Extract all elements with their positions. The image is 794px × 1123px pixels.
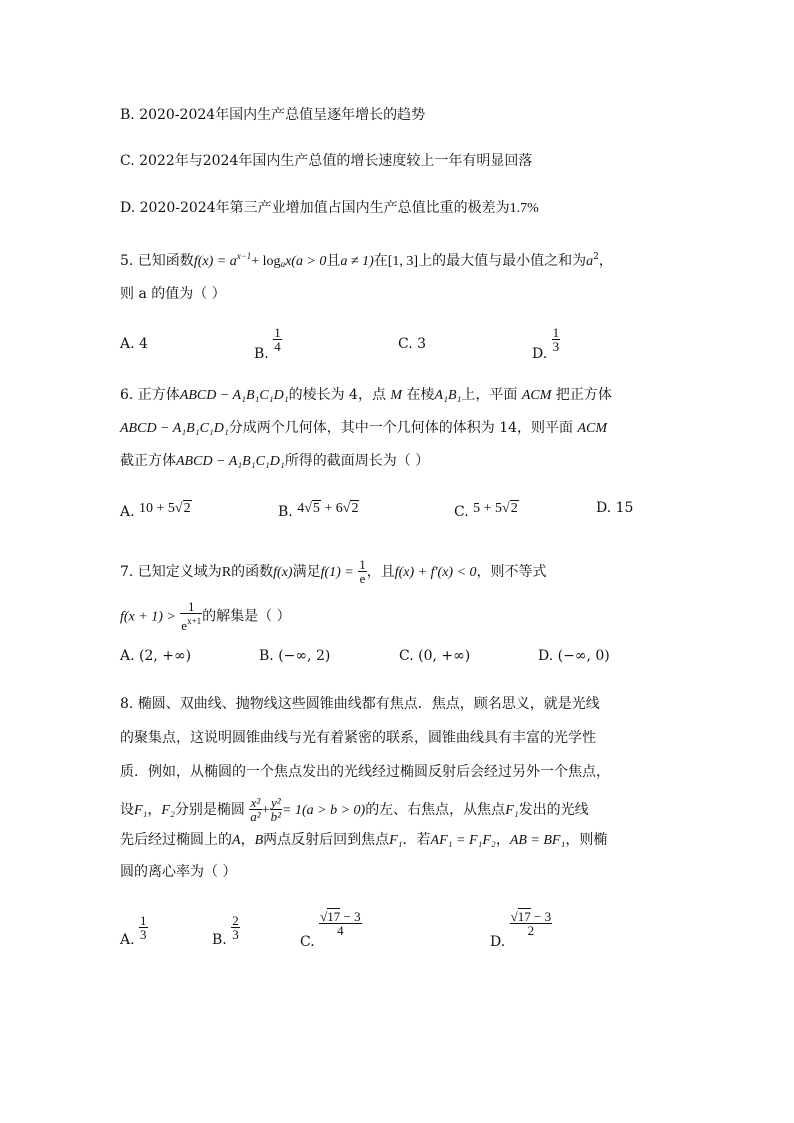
q6-edge: A₁B₁ bbox=[434, 388, 462, 403]
frac-den: 4 bbox=[274, 339, 281, 354]
q7-fx: f(x) bbox=[273, 565, 293, 580]
q5-option-d bbox=[532, 326, 560, 362]
q7-line2-rest: 的解集是（ ） bbox=[202, 608, 291, 625]
frac-den: 3 bbox=[140, 927, 147, 942]
frac-num: 2 bbox=[232, 913, 239, 928]
q8-line4-mid: 分别是椭圆 bbox=[174, 802, 245, 818]
q8-line4-pre: 设 bbox=[120, 802, 134, 818]
q8-line5-ruo: ．若 bbox=[402, 832, 431, 848]
q8-f2: F₂ bbox=[161, 803, 175, 818]
q8-comma: ， bbox=[147, 802, 162, 818]
q6-option-a-label: A. bbox=[120, 504, 135, 520]
q6-option-a bbox=[120, 500, 192, 520]
q8-option-c-label: C. bbox=[300, 934, 315, 950]
q6-mid1: 的棱长为 4，点 bbox=[288, 387, 391, 403]
q8-line4-post: 的左、右焦点，从焦点 bbox=[365, 802, 506, 818]
q6-option-b-sqrt1: √5 bbox=[304, 501, 320, 516]
q6-plane-acm: ACM bbox=[521, 388, 552, 403]
q8-line5-pre: 先后经过椭圆上的 bbox=[120, 832, 232, 848]
q7-f1: f(1) = bbox=[320, 565, 354, 580]
q8-option-b-label: B. bbox=[212, 932, 227, 948]
q5-log: + log bbox=[251, 254, 281, 269]
q5-option-c: C. 3 bbox=[398, 336, 427, 352]
q6-option-b-expr: 4 bbox=[297, 501, 305, 516]
q7-rhs-frac bbox=[180, 600, 202, 633]
q8-point-b: B bbox=[254, 833, 264, 848]
q8-ellipse-x-frac bbox=[249, 796, 261, 824]
q8-ellipse-y-frac bbox=[270, 796, 282, 824]
frac-num: √17 − 3 bbox=[320, 909, 361, 924]
q7-option-a: A. (2, +∞) bbox=[120, 648, 192, 664]
q6-line3-post: 所得的截面周长为（ ） bbox=[284, 453, 430, 469]
exp-base: e bbox=[181, 618, 188, 633]
radicand: 5 bbox=[312, 501, 320, 516]
q5-a2-exp: 2 bbox=[593, 252, 599, 262]
q5-rest: 上的最大值与最小值之和为 bbox=[418, 253, 587, 269]
q6-option-b-mid: + 6 bbox=[320, 501, 343, 516]
q7-option-b: B. (−∞, 2) bbox=[259, 648, 331, 664]
q7-f1-frac bbox=[358, 558, 367, 586]
q8-stem-line5 bbox=[120, 829, 607, 849]
q5-stem-line2: 则 a 的值为（ ） bbox=[120, 286, 226, 302]
q5-option-b-label: B. bbox=[254, 346, 269, 362]
frac-num: 1 bbox=[140, 913, 147, 928]
q6-prefix: 6. 正方体 bbox=[120, 387, 180, 403]
q6-option-b-label: B. bbox=[278, 504, 293, 520]
q7-lhs: f(x + 1) > bbox=[120, 609, 176, 625]
frac-num: 1 bbox=[180, 600, 202, 614]
radicand: 2 bbox=[183, 501, 191, 516]
q8-line5-mid: 两点反射后回到焦点 bbox=[263, 832, 390, 848]
q8-f1-2: F₁ bbox=[505, 803, 519, 818]
q5-option-a: A. 4 bbox=[120, 336, 148, 352]
q6-line3-pre: 截正方体 bbox=[120, 453, 176, 469]
q6-option-d: D. 15 bbox=[596, 500, 634, 516]
q7-stem-line2 bbox=[120, 600, 291, 633]
q8-option-c bbox=[300, 910, 362, 950]
q8-option-d bbox=[490, 910, 552, 950]
q7-real-set: R bbox=[221, 565, 232, 580]
q8-comma-3: ， bbox=[495, 832, 510, 848]
q6-mid2: 在棱 bbox=[402, 387, 435, 403]
q7-mid4: ，则不等式 bbox=[476, 564, 547, 580]
q6-stem-line1 bbox=[120, 384, 612, 404]
q7-mid3: ，且 bbox=[366, 564, 395, 580]
q6-point-m: M bbox=[390, 388, 403, 403]
q6-option-a-expr: 10 + 5 bbox=[139, 501, 175, 516]
q8-cond2: AB = BF₁ bbox=[509, 833, 566, 848]
q8-stem-line6: 圆的离心率为（ ） bbox=[120, 864, 237, 880]
q8-stem-line2: 的聚集点，这说明圆锥曲线与光有着紧密的联系，圆锥曲线具有丰富的光学性 bbox=[120, 730, 596, 746]
q5-stem-line1 bbox=[120, 250, 613, 270]
frac-den: 3 bbox=[552, 339, 560, 354]
q4-option-b: B. 2020-2024年国内生产总值呈逐年增长的趋势 bbox=[120, 107, 426, 123]
q8-line5-post: ，则椭 bbox=[565, 832, 608, 848]
q8-stem-line4 bbox=[120, 796, 589, 824]
q4-option-d bbox=[120, 197, 539, 217]
num-rest: − 3 bbox=[340, 909, 361, 924]
frac-den: e bbox=[359, 571, 366, 586]
q7-mid2: 满足 bbox=[292, 564, 321, 580]
q6-plane-acm-2: ACM bbox=[577, 421, 608, 436]
q7-prefix: 7. 已知定义域为 bbox=[120, 564, 222, 580]
radicand: 2 bbox=[510, 501, 518, 516]
q6-cube: ABCD − A₁B₁C₁D₁ bbox=[179, 388, 289, 403]
q5-option-b-frac bbox=[273, 326, 282, 354]
q4-option-c: C. 2022年与2024年国内生产总值的增长速度较上一年有明显回落 bbox=[120, 153, 533, 169]
q5-log-sub: a bbox=[280, 259, 286, 269]
radicand: 17 bbox=[517, 909, 531, 924]
q5-a2: a bbox=[586, 254, 594, 269]
q5-func: f(x) = a bbox=[193, 254, 237, 269]
q7-option-d: D. (−∞, 0) bbox=[538, 648, 610, 664]
frac-num: √17 − 3 bbox=[510, 909, 552, 924]
q6-stem-line2 bbox=[120, 417, 607, 437]
q8-comma-2: ， bbox=[240, 832, 255, 848]
q6-line2-rest: 分成两个几何体，其中一个几何体的体积为 14，则平面 bbox=[228, 420, 578, 436]
q8-option-a-label: A. bbox=[120, 932, 135, 948]
q7-ineq: f(x) + f′(x) < 0 bbox=[394, 565, 477, 580]
q8-option-b bbox=[212, 914, 240, 948]
q5-option-d-frac bbox=[552, 326, 561, 354]
q6-mid3: 上，平面 bbox=[461, 387, 522, 403]
q4-option-d-text: D. 2020-2024年第三产业增加值占国内生产总值比重的极差为 bbox=[120, 200, 510, 216]
num-rest: − 3 bbox=[530, 909, 552, 924]
q8-option-d-label: D. bbox=[490, 934, 506, 950]
q5-comma: ， bbox=[598, 253, 613, 269]
q6-option-c-label: C. bbox=[454, 504, 469, 520]
q5-log-arg: x(a > 0 bbox=[285, 254, 327, 269]
q6-option-c bbox=[454, 500, 519, 520]
frac-num: 1 bbox=[359, 557, 366, 572]
q8-option-d-frac bbox=[510, 910, 552, 938]
q8-stem-line3: 质．例如，从椭圆的一个焦点发出的光线经过椭圆反射后会经过另外一个焦点， bbox=[120, 764, 610, 780]
q8-point-a: A bbox=[232, 833, 241, 848]
q6-cube-3: ABCD − A₁B₁C₁D₁ bbox=[176, 454, 285, 469]
frac-num: 1 bbox=[274, 325, 281, 340]
q6-option-c-sqrt: √2 bbox=[502, 501, 518, 516]
q8-f1: F₁ bbox=[134, 803, 148, 818]
q6-option-b-sqrt2: √2 bbox=[342, 501, 359, 516]
frac-num: y² bbox=[270, 795, 281, 810]
frac-den: a² bbox=[250, 809, 261, 824]
q8-cond1: AF₁ = F₁F₂ bbox=[430, 833, 496, 848]
q5-option-d-label: D. bbox=[532, 346, 548, 362]
q4-option-d-value: 1.7% bbox=[509, 201, 539, 216]
q6-mid4: 把正方体 bbox=[551, 387, 612, 403]
q8-option-a bbox=[120, 914, 148, 948]
q5-prefix: 5. 已知函数 bbox=[120, 253, 194, 269]
frac-den: 4 bbox=[337, 923, 344, 938]
q8-option-b-frac bbox=[231, 914, 240, 942]
q8-stem-line1: 8. 椭圆、双曲线、抛物线这些圆锥曲线都有焦点．焦点，顾名思义，就是光线 bbox=[120, 696, 600, 712]
frac-den: 2 bbox=[527, 923, 535, 938]
frac-den: b² bbox=[270, 809, 282, 824]
q5-on: 在 bbox=[373, 253, 388, 269]
q6-cube-2: ABCD − A₁B₁C₁D₁ bbox=[120, 421, 229, 436]
frac-den: 3 bbox=[232, 927, 239, 942]
frac-num: x² bbox=[250, 795, 261, 810]
q5-cond: a ≠ 1) bbox=[340, 254, 374, 269]
exp-power: x+1 bbox=[187, 616, 202, 626]
q6-option-a-sqrt: √2 bbox=[174, 501, 191, 516]
q6-option-b bbox=[278, 500, 359, 520]
q6-option-c-expr: 5 + 5 bbox=[473, 501, 503, 516]
q8-ellipse-rest: = 1(a > b > 0) bbox=[282, 803, 366, 818]
q6-stem-line3 bbox=[120, 450, 429, 470]
q8-line4-end: 发出的光线 bbox=[518, 802, 589, 818]
q8-option-c-frac bbox=[319, 910, 361, 938]
q5-option-b bbox=[254, 326, 282, 362]
q8-option-a-frac bbox=[139, 914, 148, 942]
q7-mid1: 的函数 bbox=[231, 564, 274, 580]
frac-den bbox=[180, 614, 202, 633]
q5-exp: x−1 bbox=[236, 251, 252, 261]
q8-f1-3: F₁ bbox=[389, 833, 403, 848]
radicand: 2 bbox=[351, 501, 359, 516]
radicand: 17 bbox=[327, 909, 341, 924]
frac-num: 1 bbox=[552, 325, 560, 340]
q7-option-c: C. (0, +∞) bbox=[399, 648, 471, 664]
q7-stem-line1 bbox=[120, 558, 547, 586]
q5-interval: [1, 3] bbox=[387, 254, 419, 269]
q8-ellipse-plus: + bbox=[261, 803, 270, 818]
q5-and: 且 bbox=[326, 253, 341, 269]
